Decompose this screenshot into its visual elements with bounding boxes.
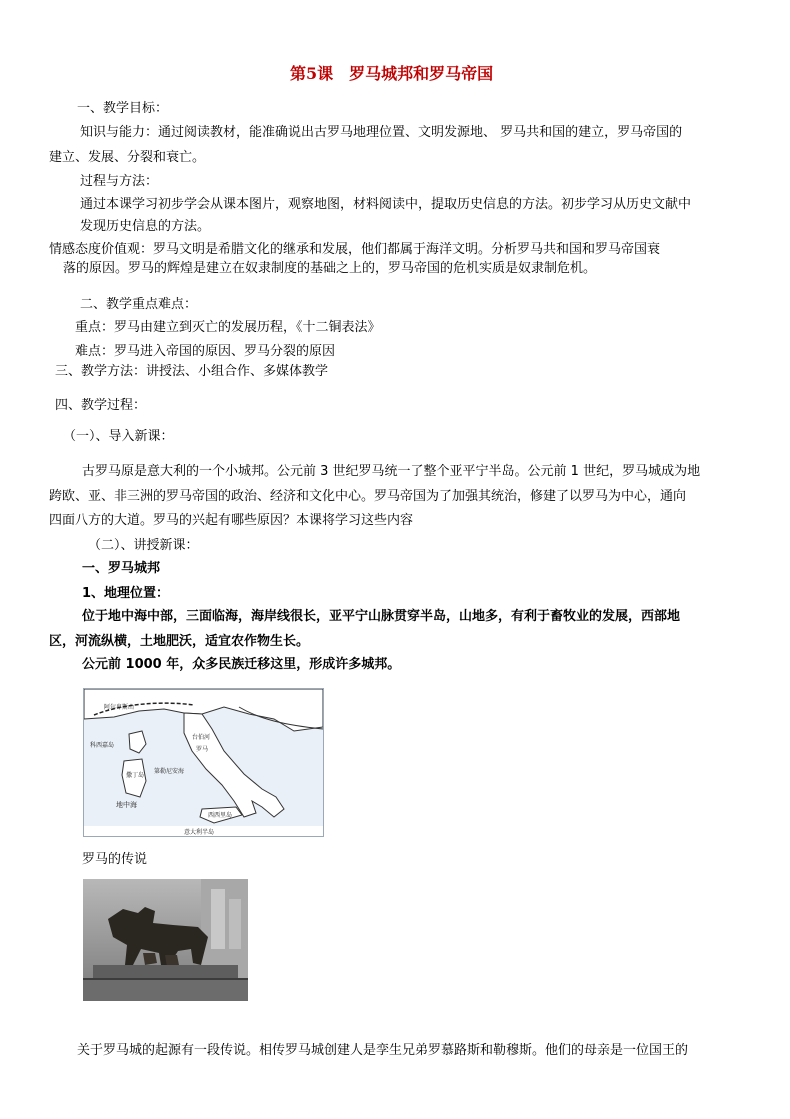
key-point: 重点：罗马由建立到灭亡的发展历程，《十二铜表法》	[75, 320, 381, 335]
teaching-methods: 三、教学方法：讲授法、小组合作、多媒体教学	[55, 364, 329, 379]
geo-line-2: 区，河流纵横，土地肥沃，适宜农作物生长。	[49, 634, 310, 649]
goals-heading: 一、教学目标：	[77, 101, 169, 116]
emotion-line-2: 落的原因。罗马的辉煌是建立在奴隶制度的基础之上的，罗马帝国的危机实质是奴隶制危机。	[63, 261, 597, 276]
process-main-heading: 四、教学过程：	[55, 398, 147, 413]
map-label-sicily: 西西里岛	[208, 812, 233, 819]
map-label-sardinia: 撒丁岛	[126, 772, 145, 779]
emotion-line-1: 情感态度价值观：罗马文明是希腊文化的继承和发展，他们都属于海洋文明。分析罗马共和国和罗马帝国衰	[49, 242, 661, 257]
capitoline-wolf-photo	[83, 879, 248, 1001]
page-title: 第5课 罗马城邦和罗马帝国	[290, 64, 494, 83]
geo-heading: 1、地理位置：	[82, 586, 170, 601]
map-label-tyrrhenian: 第勒尼安海	[154, 768, 185, 775]
map-label-mediterranean: 地中海	[116, 801, 137, 809]
intro-line-3: 四面八方的大道。罗马的兴起有哪些原因？本课将学习这些内容	[49, 513, 414, 528]
rome-city-heading: 一、罗马城邦	[82, 561, 161, 576]
map-label-tiber: 台伯河	[192, 734, 211, 741]
legend-text: 关于罗马城的起源有一段传说。相传罗马城创建人是孪生兄弟罗慕路斯和勒穆斯。他们的母亲是一位国王的	[77, 1043, 689, 1058]
knowledge-line-1: 知识与能力：通过阅读教材，能准确说出古罗马地理位置、文明发源地、 罗马共和国的建立，罗马帝国的	[80, 125, 683, 140]
italy-map-drawing	[84, 689, 323, 836]
migration-line: 公元前 1000 年，众多民族迁移这里，形成许多城邦。	[82, 657, 401, 672]
map-label-peninsula: 意大利半岛	[184, 829, 215, 836]
process-line-1: 通过本课学习初步学会从课本图片，观察地图，材料阅读中，提取历史信息的方法。初步学习从历史文献中	[80, 197, 692, 212]
new-lesson-heading: （二）、讲授新课：	[88, 538, 199, 553]
key-heading: 二、教学重点难点：	[80, 297, 198, 312]
intro-line-1: 古罗马原是意大利的一个小城邦。公元前 3 世纪罗马统一了整个亚平宁半岛。公元前 1 世纪，罗马城成为地	[82, 464, 701, 479]
geo-line-1: 位于地中海中部，三面临海，海岸线很长，亚平宁山脉贯穿半岛，山地多，有利于畜牧业的发展，西部地	[82, 609, 681, 624]
difficult-point: 难点：罗马进入帝国的原因、罗马分裂的原因	[75, 344, 336, 359]
legend-caption: 罗马的传说	[82, 852, 148, 867]
map-label-corsica: 科西嘉岛	[90, 742, 115, 749]
intro-line-2: 跨欧、亚、非三洲的罗马帝国的政治、经济和文化中心。罗马帝国为了加强其统治，修建了以罗马为中心，通向	[49, 489, 687, 504]
map-label-alps: 阿尔卑斯山	[104, 704, 135, 711]
wolf-photo-drawing	[83, 879, 248, 1001]
map-label-rome: 罗马	[196, 746, 209, 753]
process-line-2: 发现历史信息的方法。	[80, 219, 211, 234]
intro-heading: （一）、导入新课：	[63, 429, 174, 444]
italy-map-image	[83, 688, 324, 837]
process-heading: 过程与方法：	[80, 174, 159, 189]
knowledge-line-2: 建立、发展、分裂和衰亡。	[49, 150, 206, 165]
